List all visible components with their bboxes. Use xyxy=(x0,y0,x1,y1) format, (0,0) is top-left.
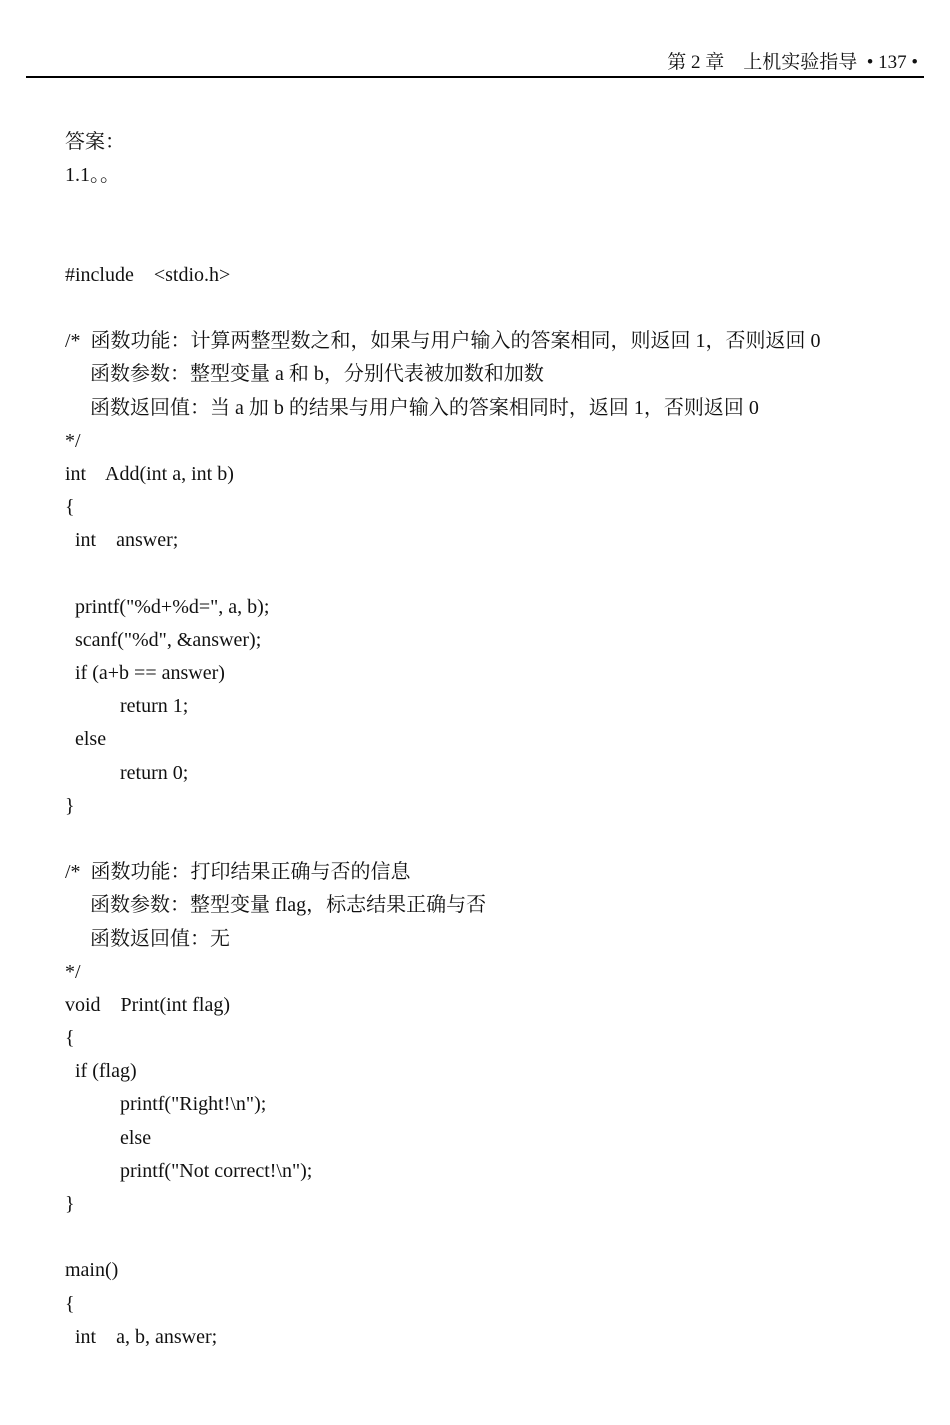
text-line xyxy=(65,226,925,259)
text-line: return 0; xyxy=(65,761,189,784)
text-line: /* 函数功能：计算两整型数之和，如果与用户输入的答案相同，则返回 1，否则返回 0 xyxy=(65,330,821,353)
running-header: 第 2 章 上机实验指导 • 137 • xyxy=(667,52,918,73)
text-line: if (a+b == answer) xyxy=(65,662,225,684)
text-line: */ xyxy=(65,960,81,983)
text-line: { xyxy=(65,1027,75,1050)
text-line: printf("Not correct!\n"); xyxy=(65,1159,313,1182)
text-line: int a, b, answer; xyxy=(65,1325,218,1348)
text-line: scanf("%d", &answer); xyxy=(65,628,262,651)
text-line: printf("Right!\n"); xyxy=(65,1093,267,1116)
text-line xyxy=(65,557,925,590)
text-line xyxy=(65,292,925,325)
text-line: /* 函数功能：打印结果正确与否的信息 xyxy=(65,861,411,884)
text-line: else xyxy=(65,1126,152,1149)
text-line: 答案： xyxy=(65,131,125,153)
page-body xyxy=(65,126,925,1354)
text-line: else xyxy=(65,728,107,751)
text-line: } xyxy=(65,1193,75,1215)
text-line: int answer; xyxy=(65,529,179,552)
text-line: 函数返回值：无 xyxy=(65,927,230,950)
text-line: { xyxy=(65,1292,75,1315)
text-line: { xyxy=(65,496,75,519)
text-line: 函数返回值：当 a 加 b 的结果与用户输入的答案相同时，返回 1，否则返回 0 xyxy=(65,396,759,419)
text-line: void Print(int flag) xyxy=(65,993,230,1016)
text-line: return 1; xyxy=(65,695,189,718)
text-line xyxy=(65,192,925,225)
text-line xyxy=(65,823,925,856)
text-line: 函数参数：整型变量 flag，标志结果正确与否 xyxy=(65,894,487,917)
text-line: printf("%d+%d=", a, b); xyxy=(65,595,270,618)
text-line: main() xyxy=(65,1259,119,1282)
text-line: 1.1。。 xyxy=(65,164,120,187)
text-line: 函数参数：整型变量 a 和 b，分别代表被加数和加数 xyxy=(65,363,544,386)
text-line: if (flag) xyxy=(65,1060,137,1083)
text-line: #include <stdio.h> xyxy=(65,263,231,286)
text-line: } xyxy=(65,794,75,817)
text-line: */ xyxy=(65,429,81,452)
page-header xyxy=(26,50,924,78)
text-line: int Add(int a, int b) xyxy=(65,462,234,485)
text-line xyxy=(65,1221,925,1254)
